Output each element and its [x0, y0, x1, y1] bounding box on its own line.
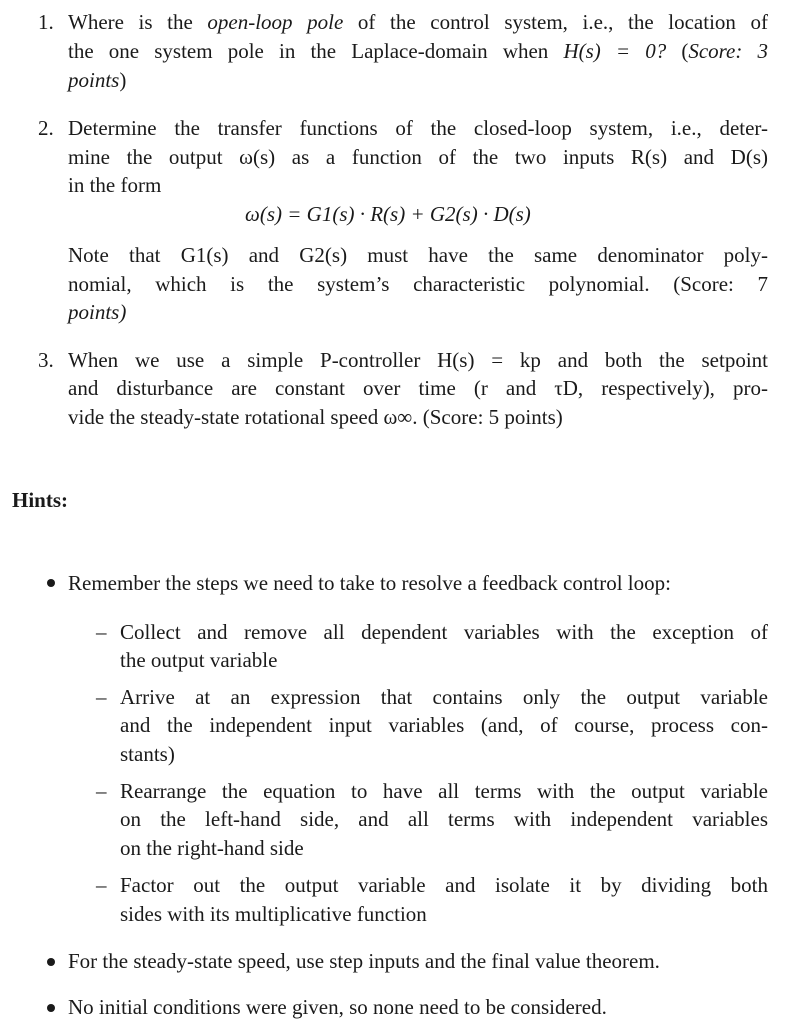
question-2-line-6: nomial, which is the system’s characteristic polynomial. (Score: 7: [68, 272, 768, 296]
bullet-icon: [47, 958, 55, 966]
text: ): [119, 68, 127, 92]
score-points: points: [68, 68, 120, 92]
question-3-line-3: vide the steady-state rotational speed ω∞. (Score: 5 points): [68, 405, 563, 429]
dash-icon: –: [96, 779, 107, 803]
emphasis-open-loop-pole: open-loop pole: [207, 10, 344, 34]
question-1-number: 1.: [38, 10, 54, 34]
question-2-line-3: in the form: [68, 173, 162, 197]
hint-bullet-3: No initial conditions were given, so none need to be considered.: [68, 995, 607, 1019]
bullet-icon: [47, 579, 55, 587]
hints-heading: Hints:: [12, 488, 69, 512]
step-2-line-3: stants): [120, 742, 175, 766]
question-1-line-3: [68, 66, 126, 95]
step-4-line-2: sides with its multiplicative function: [120, 902, 427, 926]
hint-bullet-1: Remember the steps we need to take to resolve a feedback control loop:: [68, 571, 671, 595]
text: of the control system, i.e., the location of: [343, 10, 768, 34]
hint-bullet-2: For the steady-state speed, use step inputs and the final value theorem.: [68, 949, 660, 973]
question-2-number: 2.: [38, 116, 54, 140]
step-2-line-1: Arrive at an expression that contains only the output variable: [120, 685, 768, 709]
step-3-line-1: Rearrange the equation to have all terms with the output variable: [120, 779, 768, 803]
question-3-line-1: When we use a simple P-controller H(s) = kp and both the setpoint: [68, 348, 768, 372]
dash-icon: –: [96, 620, 107, 644]
question-1-line-2: [68, 37, 768, 66]
question-2-line-2: mine the output ω(s) as a function of the two inputs R(s) and D(s): [68, 145, 768, 169]
question-2-line-7: points): [68, 300, 127, 324]
question-2-equation: ω(s) = G1(s) · R(s) + G2(s) · D(s): [245, 202, 531, 226]
step-3-line-3: on the right-hand side: [120, 836, 304, 860]
text: Where is the: [68, 10, 208, 34]
text: the one system pole in the Laplace-domain when: [68, 39, 564, 63]
step-3-line-2: on the left-hand side, and all terms with independent variables: [120, 807, 768, 831]
question-3-number: 3.: [38, 348, 54, 372]
question-3-line-2: and disturbance are constant over time (r and τD, respectively), pro-: [68, 376, 768, 400]
question-1-line-1: [68, 8, 768, 37]
dash-icon: –: [96, 873, 107, 897]
dash-icon: –: [96, 685, 107, 709]
question-2-line-1: Determine the transfer functions of the closed-loop system, i.e., deter-: [68, 116, 768, 140]
step-1-line-2: the output variable: [120, 648, 278, 672]
bullet-icon: [47, 1004, 55, 1012]
step-1-line-1: Collect and remove all dependent variables with the exception of: [120, 620, 768, 644]
score-label: Score: 3: [688, 39, 769, 63]
question-2-line-5: Note that G1(s) and G2(s) must have the same denominator poly-: [68, 243, 768, 267]
math-h-of-s: H(s) = 0?: [563, 39, 667, 63]
step-2-line-2: and the independent input variables (and, of course, process con-: [120, 713, 768, 737]
text: (: [666, 39, 689, 63]
step-4-line-1: Factor out the output variable and isolate it by dividing both: [120, 873, 768, 897]
